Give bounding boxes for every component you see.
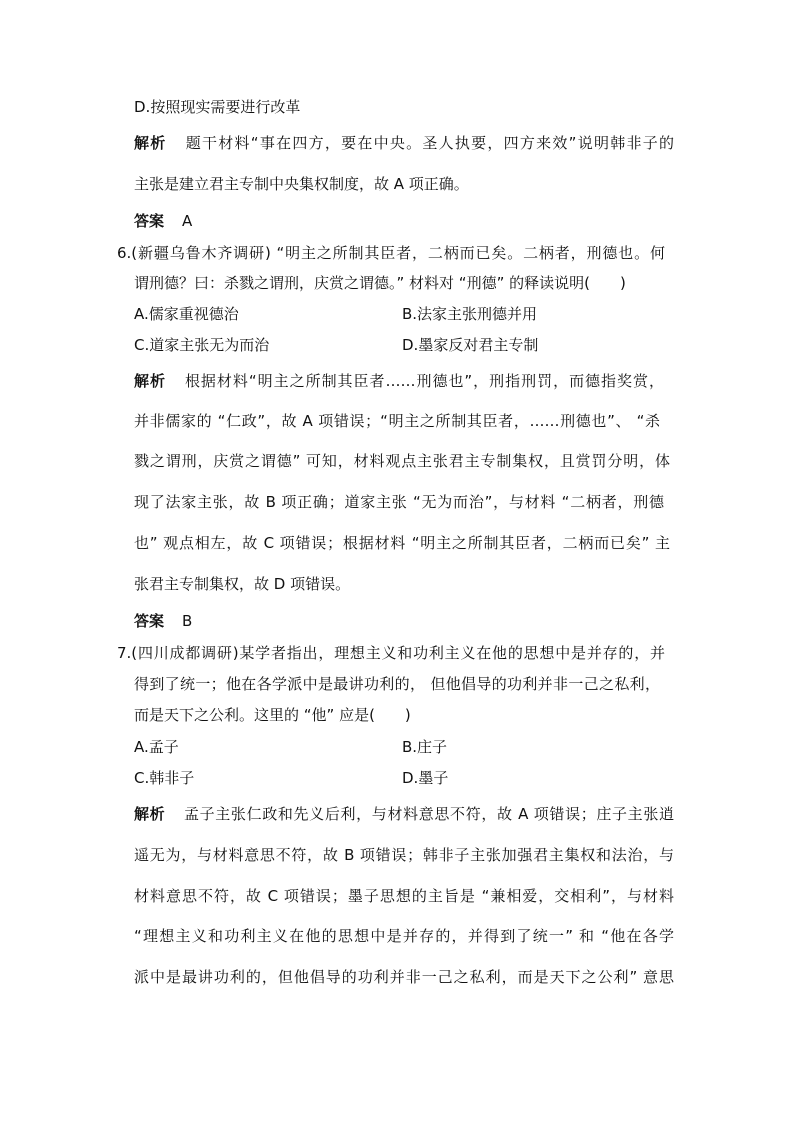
- q5-analysis-line-2: 主张是建立君主专制中央集权制度，故 A 项正确。: [134, 175, 469, 193]
- q6-analysis-line-1: 解析 根据材料“明主之所制其臣者……刑德也”，刑指刑罚，而德指奖赏，: [134, 372, 664, 390]
- q5-analysis-line-1: 解析 题干材料“事在四方，要在中央。圣人执要，四方来效”说明韩非子的: [134, 134, 674, 152]
- q6-analysis-line-3: 戮之谓刑，庆赏之谓德” 可知，材料观点主张君主专制集权，且赏罚分明，体: [134, 452, 670, 470]
- q7-option-d: D.墨子: [402, 769, 449, 787]
- q5-answer-value: A: [182, 212, 193, 230]
- q7-analysis-label: 解析: [134, 805, 166, 823]
- q7-analysis-line-4: “理想主义和功利主义在他的思想中是并存的，并得到了统一” 和 “他在各学: [134, 927, 674, 945]
- q5-analysis-label: 解析: [134, 134, 167, 152]
- q6-analysis-label: 解析: [134, 372, 166, 390]
- q5-answer: [134, 211, 192, 231]
- q5-answer-label: 答案: [134, 212, 165, 230]
- q7-option-c: C.韩非子: [134, 769, 195, 787]
- q6-option-b: B.法家主张刑德并用: [402, 305, 538, 323]
- q6-analysis-line-5: 也” 观点相左，故 C 项错误；根据材料 “明主之所制其臣者，二柄而已矣” 主: [134, 534, 670, 552]
- q6-answer-label: 答案: [134, 612, 165, 630]
- q6-analysis-line-2: 并非儒家的 “仁政”，故 A 项错误；“明主之所制其臣者，……刑德也”、 “杀: [134, 412, 660, 430]
- q6-option-c: C.道家主张无为而治: [134, 336, 270, 354]
- q6-option-d: D.墨家反对君主专制: [402, 336, 539, 354]
- q6-answer: [134, 611, 192, 631]
- q7-analysis-line-5: 派中是最讲功利的，但他倡导的功利并非一己之私利，而是天下之公利” 意思: [134, 968, 674, 986]
- q7-analysis-line-3: 材料意思不符，故 C 项错误；墨子思想的主旨是 “兼相爱，交相利”，与材料: [134, 887, 674, 905]
- q7-option-b: B.庄子: [402, 738, 448, 756]
- q7-stem-line-1: 7.(四川成都调研)某学者指出，理想主义和功利主义在他的思想中是并存的，并: [117, 644, 665, 662]
- q7-option-a: A.孟子: [134, 738, 179, 756]
- q7-analysis-line-1: 解析 孟子主张仁政和先义后利，与材料意思不符，故 A 项错误；庄子主张逍: [134, 805, 674, 823]
- q6-analysis-line-4: 现了法家主张，故 B 项正确；道家主张 “无为而治”，与材料 “二柄者，刑德: [134, 493, 664, 511]
- q5-option-d: D.按照现实需要进行改革: [134, 98, 301, 116]
- q6-stem-line-1: 6.(新疆乌鲁木齐调研) “明主之所制其臣者，二柄而已矣。二柄者，刑德也。何: [117, 244, 665, 262]
- q6-answer-value: B: [182, 612, 193, 630]
- q6-option-a: A.儒家重视德治: [134, 305, 239, 323]
- q7-stem-line-2: 得到了统一；他在各学派中是最讲功利的， 但他倡导的功利并非一己之私利，: [134, 675, 660, 693]
- q6-stem-line-2: 谓刑德？曰：杀戮之谓刑，庆赏之谓德。” 材料对 “刑德” 的释读说明( ): [134, 274, 626, 292]
- q7-stem-line-3: 而是天下之公利。这里的 “他” 应是( ): [134, 706, 411, 724]
- q6-analysis-line-6: 张君主专制集权，故 D 项错误。: [134, 575, 351, 593]
- q7-analysis-line-2: 遥无为，与材料意思不符，故 B 项错误；韩非子主张加强君主集权和法治，与: [134, 846, 674, 864]
